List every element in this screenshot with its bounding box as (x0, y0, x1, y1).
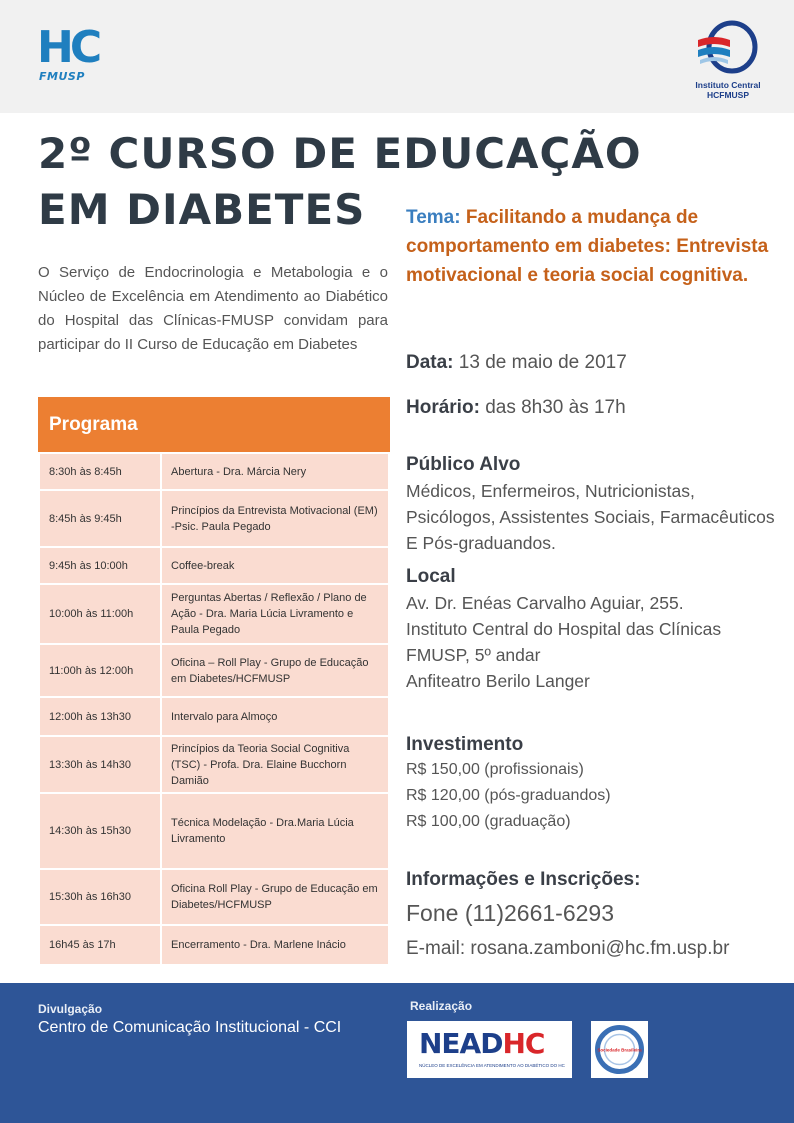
badge-circle-icon (591, 1021, 648, 1078)
price-line: R$ 100,00 (graduação) (406, 813, 571, 830)
local-title: Local (406, 566, 456, 587)
row-time: 8:30h às 8:45h (39, 453, 161, 490)
investimento-title: Investimento (406, 734, 524, 755)
table-row (39, 736, 389, 793)
row-activity: Perguntas Abertas / Reflexão / Plano de Ação - Dra. Maria Lúcia Livramento e Paula Pegado (161, 584, 389, 644)
local-line: Av. Dr. Enéas Carvalho Aguiar, 255. (406, 593, 684, 613)
hc-logo-sub: FMUSP (39, 70, 85, 83)
data-value: 13 de maio de 2017 (458, 352, 627, 373)
row-time: 9:45h às 10:00h (39, 547, 161, 584)
row-activity: Coffee-break (161, 547, 389, 584)
table-row (39, 547, 389, 584)
table-row (39, 453, 389, 490)
row-time: 10:00h às 11:00h (39, 584, 161, 644)
data-line (406, 352, 627, 374)
row-time: 16h45 às 17h (39, 925, 161, 965)
tema-label: Tema: (406, 207, 461, 228)
row-activity: Princípios da Entrevista Motivacional (EM) -Psic. Paula Pegado (161, 490, 389, 547)
intro-text: O Serviço de Endocrinologia e Metabologia e o Núcleo de Excelência em Atendimento ao Diabético do Hospital das Clínicas-FMUSP convidam para participar do II Curso de Educação em Diabetes (38, 264, 388, 353)
row-activity: Princípios da Teoria Social Cognitiva (TSC) - Profa. Dra. Elaine Bucchorn Damião (161, 736, 389, 793)
nead-logo-b: HC (502, 1027, 545, 1060)
info-title: Informações e Inscrições: (406, 869, 641, 890)
local-line: FMUSP, 5º andar (406, 645, 541, 665)
table-row (39, 584, 389, 644)
hc-logo-letters: HC (37, 22, 99, 73)
title-line-1: 2º CURSO DE EDUCAÇÃO (38, 129, 642, 178)
nead-hc-logo (407, 1021, 572, 1078)
tema-block (406, 203, 776, 290)
realizacao-label: Realização (410, 999, 473, 1013)
row-activity: Abertura - Dra. Márcia Nery (161, 453, 389, 490)
title-line-2: EM DIABETES (38, 185, 366, 234)
row-activity: Intervalo para Almoço (161, 697, 389, 736)
row-time: 8:45h às 9:45h (39, 490, 161, 547)
badge-text: Sociedade Brasileira (597, 1047, 642, 1053)
row-activity: Oficina – Roll Play - Grupo de Educação em Diabetes/HCFMUSP (161, 644, 389, 697)
local-section (406, 566, 786, 694)
row-activity: Oficina Roll Play - Grupo de Educação em Diabetes/HCFMUSP (161, 869, 389, 925)
programa-header: Programa (38, 397, 390, 452)
instituto-line2: HCFMUSP (706, 90, 750, 100)
publico-title: Público Alvo (406, 454, 521, 475)
table-row (39, 697, 389, 736)
publico-section (406, 454, 776, 556)
local-line: Anfiteatro Berilo Langer (406, 671, 590, 691)
local-line: Instituto Central do Hospital das Clínicas (406, 619, 722, 639)
horario-line (406, 397, 626, 419)
hc-fmusp-logo (37, 22, 113, 86)
horario-value: das 8h30 às 17h (485, 397, 626, 418)
row-time: 14:30h às 15h30 (39, 793, 161, 869)
row-activity: Técnica Modelação - Dra.Maria Lúcia Livramento (161, 793, 389, 869)
price-line: R$ 120,00 (pós-graduandos) (406, 787, 611, 804)
row-time: 12:00h às 13h30 (39, 697, 161, 736)
nead-logo-sub: NÚCLEO DE EXCELÊNCIA EM ATENDIMENTO AO DIABÉTICO DO HC (419, 1063, 565, 1068)
table-row (39, 925, 389, 965)
tema-text: Facilitando a mudança de comportamento em diabetes: Entrevista motivacional e teoria social cognitiva. (406, 207, 769, 286)
nead-logo-a: NEAD (419, 1027, 503, 1060)
investimento-section (406, 734, 776, 835)
info-fone: Fone (11)2661-6293 (406, 900, 614, 926)
row-time: 11:00h às 12:00h (39, 644, 161, 697)
table-row (39, 869, 389, 925)
instituto-line1: Instituto Central (695, 80, 761, 90)
info-email[interactable]: E-mail: rosana.zamboni@hc.fm.usp.br (406, 938, 730, 959)
footer-bar (0, 983, 794, 1123)
instituto-central-emblem-icon (694, 20, 762, 78)
divulgacao-label: Divulgação (38, 1002, 103, 1016)
divulgacao-text: Centro de Comunicação Institucional - CCI (38, 1019, 342, 1036)
table-row (39, 490, 389, 547)
table-row (39, 793, 389, 869)
sociedade-badge-logo (591, 1021, 648, 1078)
instituto-central-logo (688, 20, 768, 100)
price-line: R$ 150,00 (profissionais) (406, 761, 584, 778)
row-activity: Encerramento - Dra. Marlene Inácio (161, 925, 389, 965)
table-row (39, 644, 389, 697)
info-section (406, 869, 786, 960)
header-bar (0, 0, 794, 113)
horario-label: Horário: (406, 397, 480, 418)
row-time: 13:30h às 14h30 (39, 736, 161, 793)
programa-table (38, 397, 390, 966)
programa-rows (38, 452, 390, 966)
row-time: 15:30h às 16h30 (39, 869, 161, 925)
data-label: Data: (406, 352, 454, 373)
publico-text: Médicos, Enfermeiros, Nutricionistas, Psicólogos, Assistentes Sociais, Farmacêuticos E Pós-graduandos. (406, 481, 775, 553)
